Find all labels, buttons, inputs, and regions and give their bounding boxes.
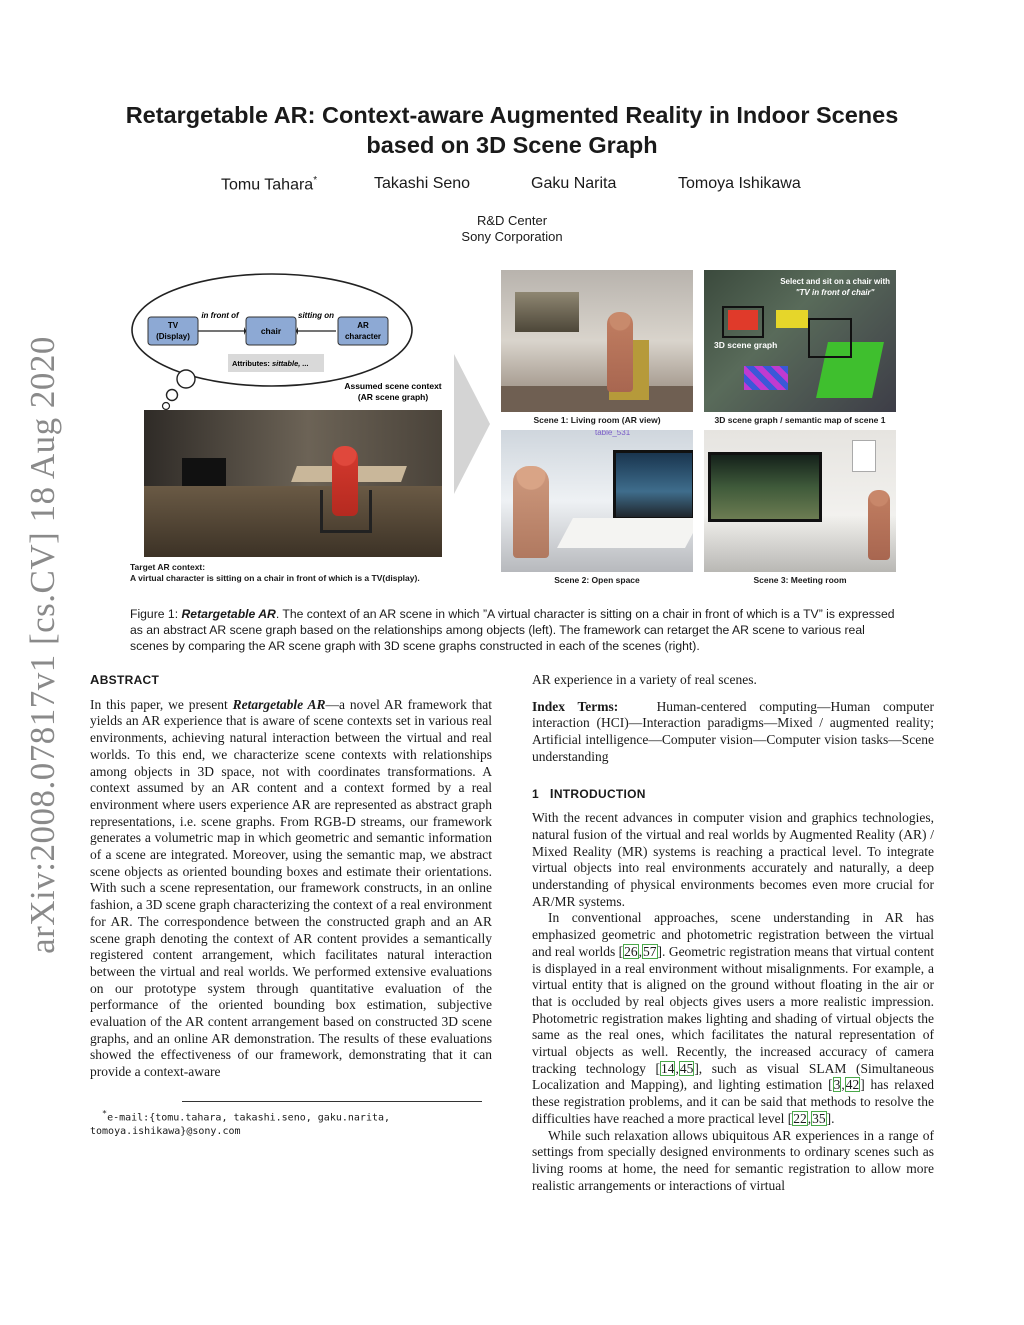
intro-p2-b: ]. Geometric registration means that virtual content is displayed in a real environment without misalignments. For example, a virtual entity that is aligned on the ground without floating in the air or that is occluded by real objects gives users a more realistic impression. Photometric registration makes lighting and shading of virtual objects the same as the real ones, which facilitates the natural representation of virtual objects as well. Recently, the increased accuracy of camera tracking technology [ bbox=[532, 943, 934, 1076]
node-chair-label: chair bbox=[260, 326, 282, 336]
author-3: Gaku Narita bbox=[531, 175, 617, 192]
render-tv bbox=[182, 458, 226, 486]
title-line-1: Retargetable AR: Context-aware Augmented Reality in Indoor Scenes bbox=[125, 102, 899, 128]
node-tv-sublabel: (Display) bbox=[156, 332, 190, 341]
citation-link[interactable]: 35 bbox=[812, 1110, 826, 1126]
index-terms bbox=[532, 699, 934, 766]
scene3-notice bbox=[852, 440, 876, 472]
thought-dot-medium bbox=[167, 390, 178, 401]
figure-1 bbox=[128, 268, 896, 590]
figure-caption-emphasis: Retargetable AR bbox=[181, 607, 276, 621]
scene3-tv bbox=[708, 452, 822, 522]
footnote-line-2: tomoya.ishikawa}@sony.com bbox=[90, 1126, 241, 1138]
scene2-object-tag: table_531 bbox=[595, 430, 631, 437]
abstract-heading-initial: A bbox=[90, 672, 100, 687]
footnote-line-1 bbox=[90, 1106, 492, 1125]
intro-p2-a: In conventional approaches, scene understanding in AR has emphasized geometric and photometric registration between the virtual and real worlds [ bbox=[532, 910, 934, 959]
map-select-callout bbox=[780, 276, 890, 298]
author-4: Tomoya Ishikawa bbox=[678, 175, 801, 192]
abstract-heading-rest: BSTRACT bbox=[99, 673, 160, 687]
abstract-intro: In this paper, we present bbox=[90, 696, 233, 712]
intro-paragraph-3: While such relaxation allows ubiquitous AR experiences in a range of settings from specially designed environments to ordinary scenes such as living rooms at home, the need for semantic registration to allow more realistic arrangements or interactions of virtual bbox=[532, 1127, 934, 1193]
abstract-paragraph bbox=[90, 697, 492, 1081]
map-select-line-2: "TV in front of chair" bbox=[795, 288, 875, 297]
affiliation-line-1: R&D Center bbox=[476, 213, 548, 228]
retarget-arrow bbox=[454, 354, 490, 494]
author-2: Takashi Seno bbox=[374, 175, 471, 192]
introduction-heading-rest: NTRODUCTION bbox=[553, 786, 646, 801]
scene3-virtual-character bbox=[868, 490, 890, 560]
introduction-heading bbox=[532, 786, 934, 803]
arxiv-stamp bbox=[18, 336, 68, 954]
affiliation-line-2: Sony Corporation bbox=[461, 229, 563, 244]
figure-caption-text: . The context of an AR scene in which ”A virtual character is sitting on a chair in front of which is a TV” is expressed as an abstract AR scene graph based on the relationships among objects (left). The framework can retarget the AR scene to various real scenes by comparing the AR scene graph with 3D scene graphs constructed in each of the scenes (right). bbox=[130, 607, 895, 653]
thought-dot-large bbox=[177, 370, 195, 388]
scene1-virtual-character bbox=[607, 312, 633, 392]
scene2-table bbox=[557, 518, 693, 548]
map-bounding-box bbox=[808, 318, 852, 358]
thought-bubble-diagram bbox=[128, 268, 458, 418]
paper-title bbox=[100, 100, 924, 160]
scene-1-image bbox=[501, 270, 693, 412]
map-bounding-box bbox=[722, 306, 764, 338]
attributes-prefix: Attributes: bbox=[232, 359, 272, 368]
abstract-framework-name: Retargetable AR bbox=[232, 696, 326, 712]
citation-link[interactable]: 22 bbox=[793, 1110, 807, 1126]
target-context-label bbox=[130, 562, 420, 584]
left-column bbox=[90, 672, 492, 1139]
citation-link[interactable]: 42 bbox=[845, 1077, 860, 1093]
index-terms-label: Index Terms: bbox=[532, 698, 619, 714]
citation-link[interactable]: 57 bbox=[643, 943, 657, 959]
author-list bbox=[0, 175, 1024, 197]
node-ar-label: AR bbox=[357, 321, 369, 330]
attributes-value: sittable, ... bbox=[272, 359, 309, 368]
map-segment-yellow bbox=[776, 310, 808, 328]
arxiv-identifier: arXiv:2008.07817v1 [cs.CV] 18 Aug 2020 bbox=[23, 336, 63, 954]
footnote-rule bbox=[182, 1101, 482, 1102]
assumed-context-label: Assumed scene context bbox=[344, 381, 442, 391]
attributes-text bbox=[232, 359, 309, 368]
figure-caption-prefix: Figure 1: bbox=[130, 607, 182, 621]
author-name: Tomu Tahara bbox=[221, 176, 314, 194]
intro-p2-d: ] has relaxed these registration problems, and it can be said that methods to resolve the difficulties have reached a more practical level [ bbox=[532, 1077, 935, 1126]
scene-1-map-caption: 3D scene graph / semantic map of scene 1 bbox=[714, 415, 886, 425]
intro-p2-e: ]. bbox=[826, 1110, 835, 1126]
assumed-context-sublabel: (AR scene graph) bbox=[357, 392, 429, 402]
thought-dot-small bbox=[163, 403, 170, 410]
intro-p2-c: ], such as visual SLAM (Simultaneous Localization and Mapping), and lighting estimation [ bbox=[532, 1060, 934, 1093]
scene-2-image bbox=[501, 430, 693, 572]
index-terms-text: Human-centered computing—Human computer interaction (HCI)—Interaction paradigms—Mixed / augmented reality; Artificial intelligence—Computer vision—Computer vision tasks—Scene understanding bbox=[532, 698, 935, 764]
citation-link[interactable]: 14 bbox=[660, 1060, 675, 1076]
introduction-number: 1 bbox=[532, 786, 539, 801]
scene-1-caption: Scene 1: Living room (AR view) bbox=[533, 415, 661, 425]
scene1-floor bbox=[501, 386, 693, 412]
abstract-body: —a novel AR framework that yields an AR experience that is aware of scene contexts set in various real environments, achieving natural interaction between the virtual and real worlds. To this end, we characterize scene contexts with relationships among objects in 3D space, not with coordinates transformations. A context assumed by an AR content and a context formed by a real environment where users experience AR are represented as abstract graph representations, i.e. scene graphs. From RGB-D streams, our framework generates a volumetric map in which geometric and semantic information of a scene are integrated. Moreover, using the semantic map, we abstract scene objects as oriented bounding boxes and estimate their orientations. With such a scene representation, our framework constructs, in an online fashion, a 3D scene graph characterizing the context of a real environment for AR. The correspondence between the constructed graph and an AR scene graph denoting the context of AR content provides a semantically registered content arrangement, which facilitates natural interaction between the virtual and real worlds. We performed extensive evaluations on our prototype system through quantitative evaluation of the performance of the oriented bounding box estimation, subjective evaluation of the AR content arrangement based on constructed 3D scene graphs, and an online AR demonstration. The results of these evaluations showed the effectiveness of our framework, demonstrating that it can provide a context-aware bbox=[90, 696, 492, 1080]
scene2-virtual-character bbox=[513, 466, 549, 558]
render-virtual-character bbox=[332, 446, 358, 516]
abstract-continued: AR experience in a variety of real scenes. bbox=[532, 672, 757, 687]
node-tv-label: TV bbox=[167, 321, 179, 330]
edge-label-sitting-on: sitting on bbox=[298, 311, 334, 320]
scene-3-image bbox=[704, 430, 896, 572]
intro-paragraph-2: In conventional approaches, scene understanding in AR has emphasized geometric and photometric registration between the virtual and real worlds [26,57]. Geometric registration means that virtual content is displayed in a real environment without misalignments. For example, a virtual entity that is aligned on the ground without floating in the air or that is occluded by real objects gives users a more realistic impression. Photometric registration makes lighting and shading of virtual objects the same as the real ones, which facilitates the natural representation of virtual objects as well. Recently, the increased accuracy of camera tracking technology [14,45], such as visual SLAM (Simultaneous Localization and Mapping), and lighting estimation [3,42] has relaxed these registration problems, and it can be said that methods to resolve the difficulties have reached a more practical level [22,35]. bbox=[532, 910, 935, 1126]
target-context-text: A virtual character is sitting on a chair in front of which is a TV(display). bbox=[130, 573, 420, 583]
figure-caption bbox=[130, 606, 900, 654]
scene1-poster bbox=[515, 292, 579, 332]
author-1 bbox=[221, 175, 317, 194]
scene-2-caption: Scene 2: Open space bbox=[554, 575, 640, 585]
introduction-heading-initial: I bbox=[549, 785, 554, 801]
footnote-mark: * bbox=[102, 1107, 108, 1118]
footnote bbox=[90, 1106, 492, 1139]
node-ar-sublabel: character bbox=[344, 332, 382, 341]
map-segment-mixed bbox=[744, 366, 788, 390]
map-scene-graph-label: 3D scene graph bbox=[714, 340, 778, 350]
citation-link[interactable]: 45 bbox=[679, 1060, 694, 1076]
scene-3-caption: Scene 3: Meeting room bbox=[753, 575, 847, 585]
edge-label-in-front-of: in front of bbox=[201, 311, 239, 320]
arrow-chevron bbox=[454, 354, 490, 494]
footnote-email-1: e-mail:{tomu.tahara, takashi.seno, gaku.narita, bbox=[107, 1112, 391, 1124]
scene2-monitor bbox=[613, 450, 693, 520]
target-context-title: Target AR context: bbox=[130, 562, 206, 572]
citation-link[interactable]: 26 bbox=[624, 943, 638, 959]
right-column bbox=[532, 672, 934, 1194]
map-select-line-1: Select and sit on a chair with bbox=[780, 277, 890, 286]
intro-paragraph-1: With the recent advances in computer vision and graphics technologies, natural fusion of the virtual and real worlds by Augmented Reality (AR) / Mixed Reality (MR) systems is reaching a practical level. To integrate virtual objects into real environments accurately and naturally, a deep understanding of physical environments becomes even more crucial for AR/MR systems. bbox=[532, 810, 934, 909]
citation-link[interactable]: 3 bbox=[833, 1077, 841, 1093]
target-render-image bbox=[144, 410, 442, 557]
abstract-heading bbox=[90, 672, 492, 689]
scene-1-semantic-map bbox=[704, 270, 896, 412]
render-floor bbox=[144, 486, 442, 557]
title-line-2: based on 3D Scene Graph bbox=[366, 132, 658, 158]
author-mark: * bbox=[313, 175, 318, 186]
affiliation bbox=[0, 213, 1024, 245]
